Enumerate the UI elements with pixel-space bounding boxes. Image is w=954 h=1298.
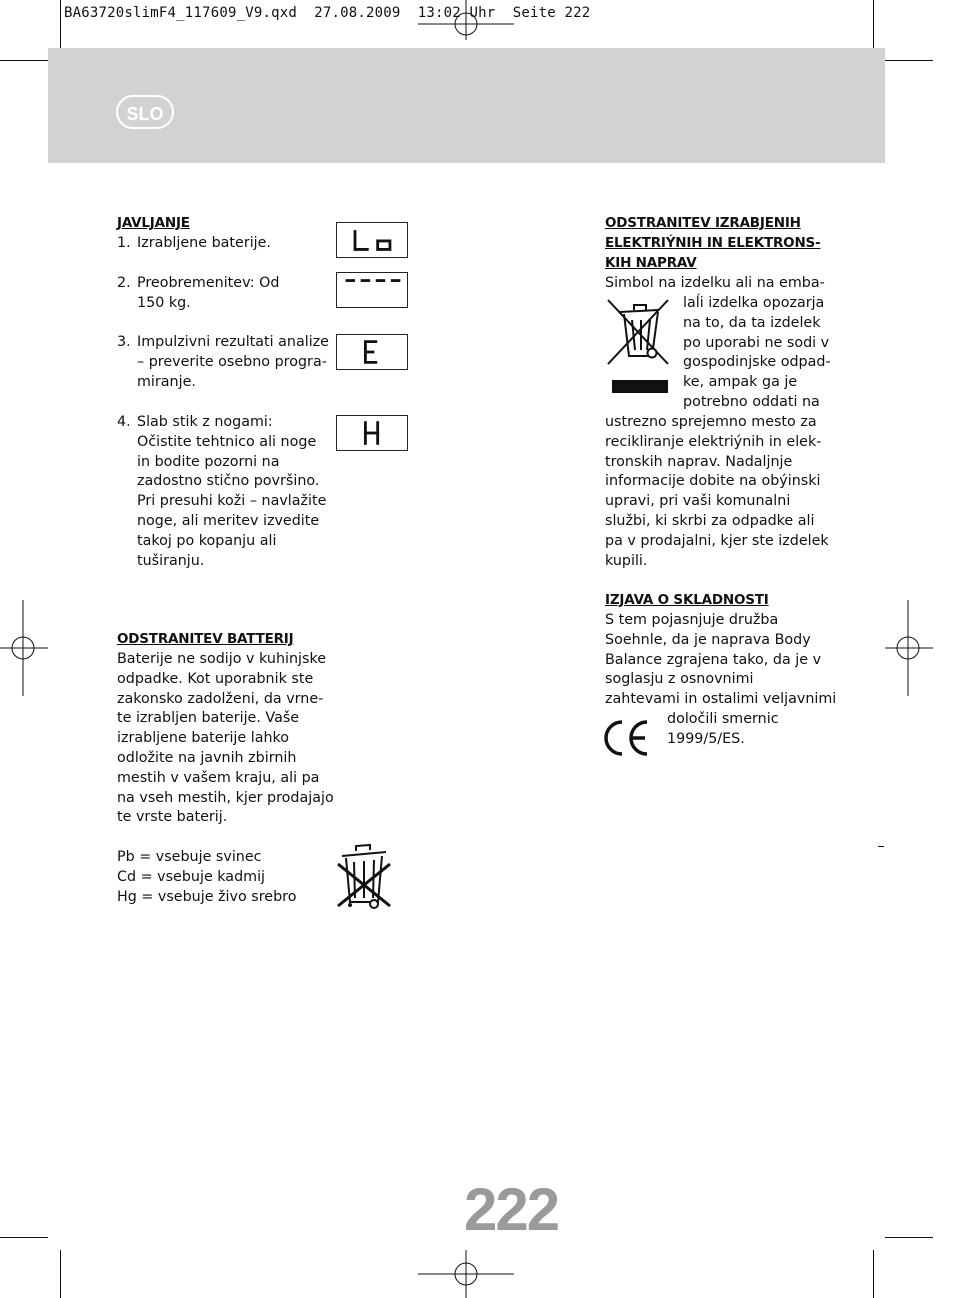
- chem-line-pb: Pb = vsebuje svinec: [117, 849, 262, 865]
- display-overload-icon: [336, 272, 408, 308]
- text-line: mestih v vašem kraju, ali pa: [117, 769, 320, 786]
- item-line: 150 kg.: [137, 294, 191, 311]
- display-h-icon: [336, 415, 408, 451]
- item-number: 2.: [117, 275, 131, 291]
- item-line: noge, ali meritev izvedite: [137, 512, 320, 529]
- text-line: laĺi izdelka opozarja: [683, 295, 825, 311]
- text-line: gospodinjske odpad-: [683, 354, 831, 371]
- item-line: zadostno stično površino.: [137, 473, 320, 490]
- text-line: Balance zgrajena tako, da je v: [605, 651, 822, 668]
- text-line: izrabljene baterije lahko: [117, 730, 290, 747]
- text-line: na vseh mestih, kjer prodajajo: [117, 789, 334, 806]
- chem-line-cd: Cd = vsebuje kadmij: [117, 868, 266, 885]
- weee-paragraph-top: [605, 274, 835, 294]
- text-line: pa v prodajalni, kjer ste izdelek: [605, 532, 829, 549]
- messages-heading: JAVLJANJE: [117, 215, 190, 231]
- registration-target-bottom-icon: [418, 1250, 514, 1298]
- message-item-4: [117, 413, 332, 571]
- item-line: takoj po kopanju ali: [137, 532, 277, 549]
- battery-paragraph: [117, 650, 342, 828]
- item-line: Očistite tehtnico ali noge: [137, 433, 317, 450]
- item-number: 4.: [117, 414, 131, 430]
- text-line: po uporabi ne sodi v: [683, 334, 830, 351]
- text-line: ustrezno sprejemno mesto za: [605, 414, 817, 430]
- item-line: miranje.: [137, 373, 196, 390]
- message-item-2: [117, 274, 332, 314]
- weee-paragraph-bottom: [605, 413, 845, 571]
- text-line: informacije dobite na obýinski: [605, 473, 821, 490]
- chemical-list: [117, 848, 332, 907]
- display-lo-icon: [336, 222, 408, 258]
- weee-heading: [605, 214, 835, 273]
- text-line: potrebno oddati na: [683, 393, 820, 410]
- text-line: določili smernic: [667, 711, 779, 727]
- text-line: 1999/5/ES.: [667, 730, 745, 747]
- language-badge: SLO: [116, 95, 174, 129]
- message-item-3: [117, 333, 332, 392]
- header-band: [48, 48, 885, 163]
- text-line: odložite na javnih zbirnih: [117, 749, 297, 766]
- text-line: ke, ampak ga je: [683, 374, 798, 391]
- item-line: – preverite osebno progra-: [137, 353, 327, 370]
- text-line: soglasju z osnovnimi: [605, 671, 754, 688]
- conformity-heading: IZJAVA O SKLADNOSTI: [605, 592, 769, 608]
- print-slug: BA63720slimF4_117609_V9.qxd 27.08.2009 13:02 Uhr Seite 222: [64, 5, 591, 21]
- registration-target-right-icon: [885, 600, 933, 696]
- item-number: 3.: [117, 334, 131, 350]
- conformity-paragraph: [605, 611, 845, 710]
- weee-bin-icon: [604, 296, 674, 398]
- item-line: in bodite pozorni na: [137, 453, 280, 470]
- text-line: zakonsko zadolženi, da vrne-: [117, 690, 324, 707]
- item-line: tuširanju.: [137, 552, 205, 569]
- chem-line-hg: Hg = vsebuje živo srebro: [117, 888, 297, 905]
- text-line: službi, ki skrbi za odpadke ali: [605, 512, 815, 529]
- text-line: upravi, pri vaši komunalni: [605, 493, 791, 510]
- ce-mark-icon: [603, 718, 651, 758]
- battery-heading: ODSTRANITEV BATTERIJ: [117, 631, 294, 647]
- page-number: 222: [464, 1176, 559, 1243]
- heading-line: ODSTRANITEV IZRABJENIH: [605, 215, 801, 231]
- item-line: Slab stik z nogami:: [137, 414, 273, 430]
- text-line: na to, da ta izdelek: [683, 314, 821, 331]
- text-line: S tem pojasnjuje družba: [605, 612, 779, 628]
- text-line: Simbol na izdelku ali na emba-: [605, 275, 825, 291]
- message-item-1: [117, 234, 332, 254]
- heading-line: KIH NAPRAV: [605, 254, 697, 271]
- text-line: recikliranje elektriýnih in elek-: [605, 433, 822, 450]
- item-line: Izrabljene baterije.: [137, 235, 271, 251]
- text-line: te vrste baterij.: [117, 809, 228, 826]
- text-line: Soehnle, da je naprava Body: [605, 631, 811, 648]
- text-line: te izrabljen baterije. Vaše: [117, 710, 300, 727]
- crossed-out-bin-icon: [334, 842, 394, 912]
- weee-paragraph-wrapped: [683, 294, 843, 413]
- text-line: odpadke. Kot uporabnik ste: [117, 670, 314, 687]
- item-line: Pri presuhi koži – navlažite: [137, 493, 327, 510]
- conformity-paragraph-wrapped: [667, 710, 837, 750]
- text-line: Baterije ne sodijo v kuhinjske: [117, 651, 327, 667]
- item-line: Impulzivni rezultati analize: [137, 334, 329, 350]
- heading-line: ELEKTRIÝNIH IN ELEKTRONS-: [605, 234, 821, 251]
- text-line: kupili.: [605, 552, 648, 569]
- item-number: 1.: [117, 235, 131, 251]
- registration-target-left-icon: [0, 600, 48, 696]
- item-line: Preobremenitev: Od: [137, 275, 280, 291]
- text-line: zahtevami in ostalimi veljavnimi: [605, 691, 837, 708]
- display-e-icon: [336, 334, 408, 370]
- text-line: tronskih naprav. Nadaljnje: [605, 453, 793, 470]
